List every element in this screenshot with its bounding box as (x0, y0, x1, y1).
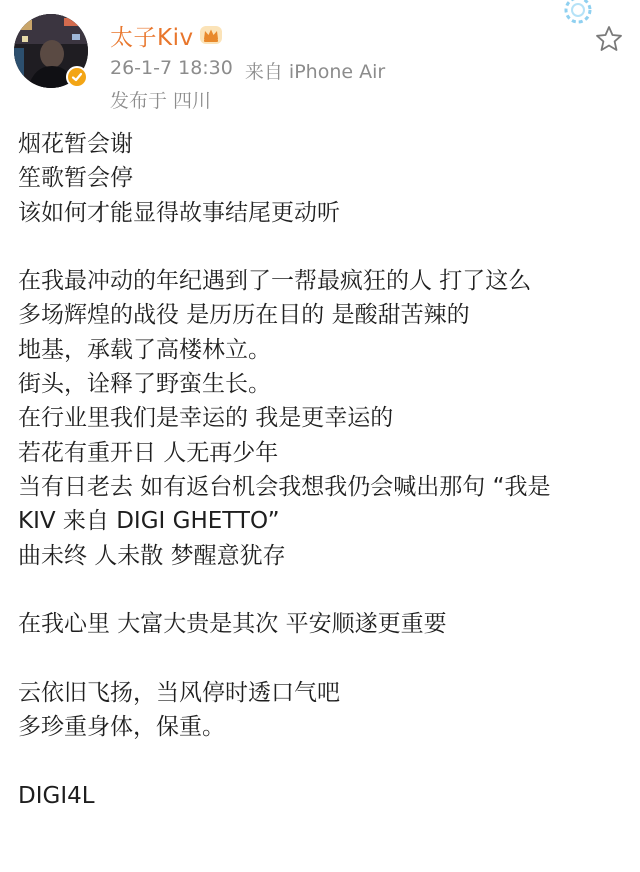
post-line: KIV 来自 DIGI GHETTO” (18, 508, 280, 535)
blank-line (18, 641, 624, 675)
post-meta (110, 57, 385, 84)
post-line: 若花有重开日 人无再少年 (18, 439, 279, 466)
post-line: 当有日老去 如有返台机会我想我仍会喊出那句 “我是 (18, 473, 551, 500)
post-line: 该如何才能显得故事结尾更动听 (18, 199, 340, 226)
post-line: 在行业里我们是幸运的 我是更幸运的 (18, 405, 394, 432)
blank-line (18, 744, 624, 778)
blank-line (18, 230, 624, 264)
crown-icon (198, 24, 224, 46)
post-line: 烟花暂会谢 (18, 131, 133, 157)
post-line: 在我心里 大富大贵是其次 平安顺遂更重要 (18, 611, 447, 638)
author-name[interactable]: 太子Kiv (110, 24, 194, 51)
post-body (18, 127, 624, 813)
post-line: 笙歌暂会停 (18, 165, 133, 192)
username-row (110, 18, 224, 52)
post-line: 多场辉煌的战役 是历历在目的 是酸甜苦辣的 (18, 302, 470, 329)
post-header (0, 0, 640, 116)
post-line: 多珍重身体，保重。 (18, 714, 225, 741)
post-location: 发布于 四川 (110, 90, 212, 112)
star-outline-icon[interactable] (594, 24, 624, 54)
post-line: 地基，承载了高楼林立。 (18, 336, 271, 363)
post-timestamp: 26-1-7 18:30 (110, 57, 233, 79)
post-line: 街头，诠释了野蛮生长。 (18, 371, 271, 398)
blank-line (18, 573, 624, 607)
post-line: 曲未终 人未散 梦醒意犹存 (18, 542, 286, 569)
post-line: DIGI4L (18, 782, 95, 809)
verified-badge-icon (66, 66, 88, 88)
post-source: 来自 iPhone Air (244, 61, 386, 83)
post-line: 在我最冲动的年纪遇到了一帮最疯狂的人 打了这么 (18, 268, 532, 295)
post-line: 云依旧飞扬，当风停时透口气吧 (18, 679, 340, 706)
